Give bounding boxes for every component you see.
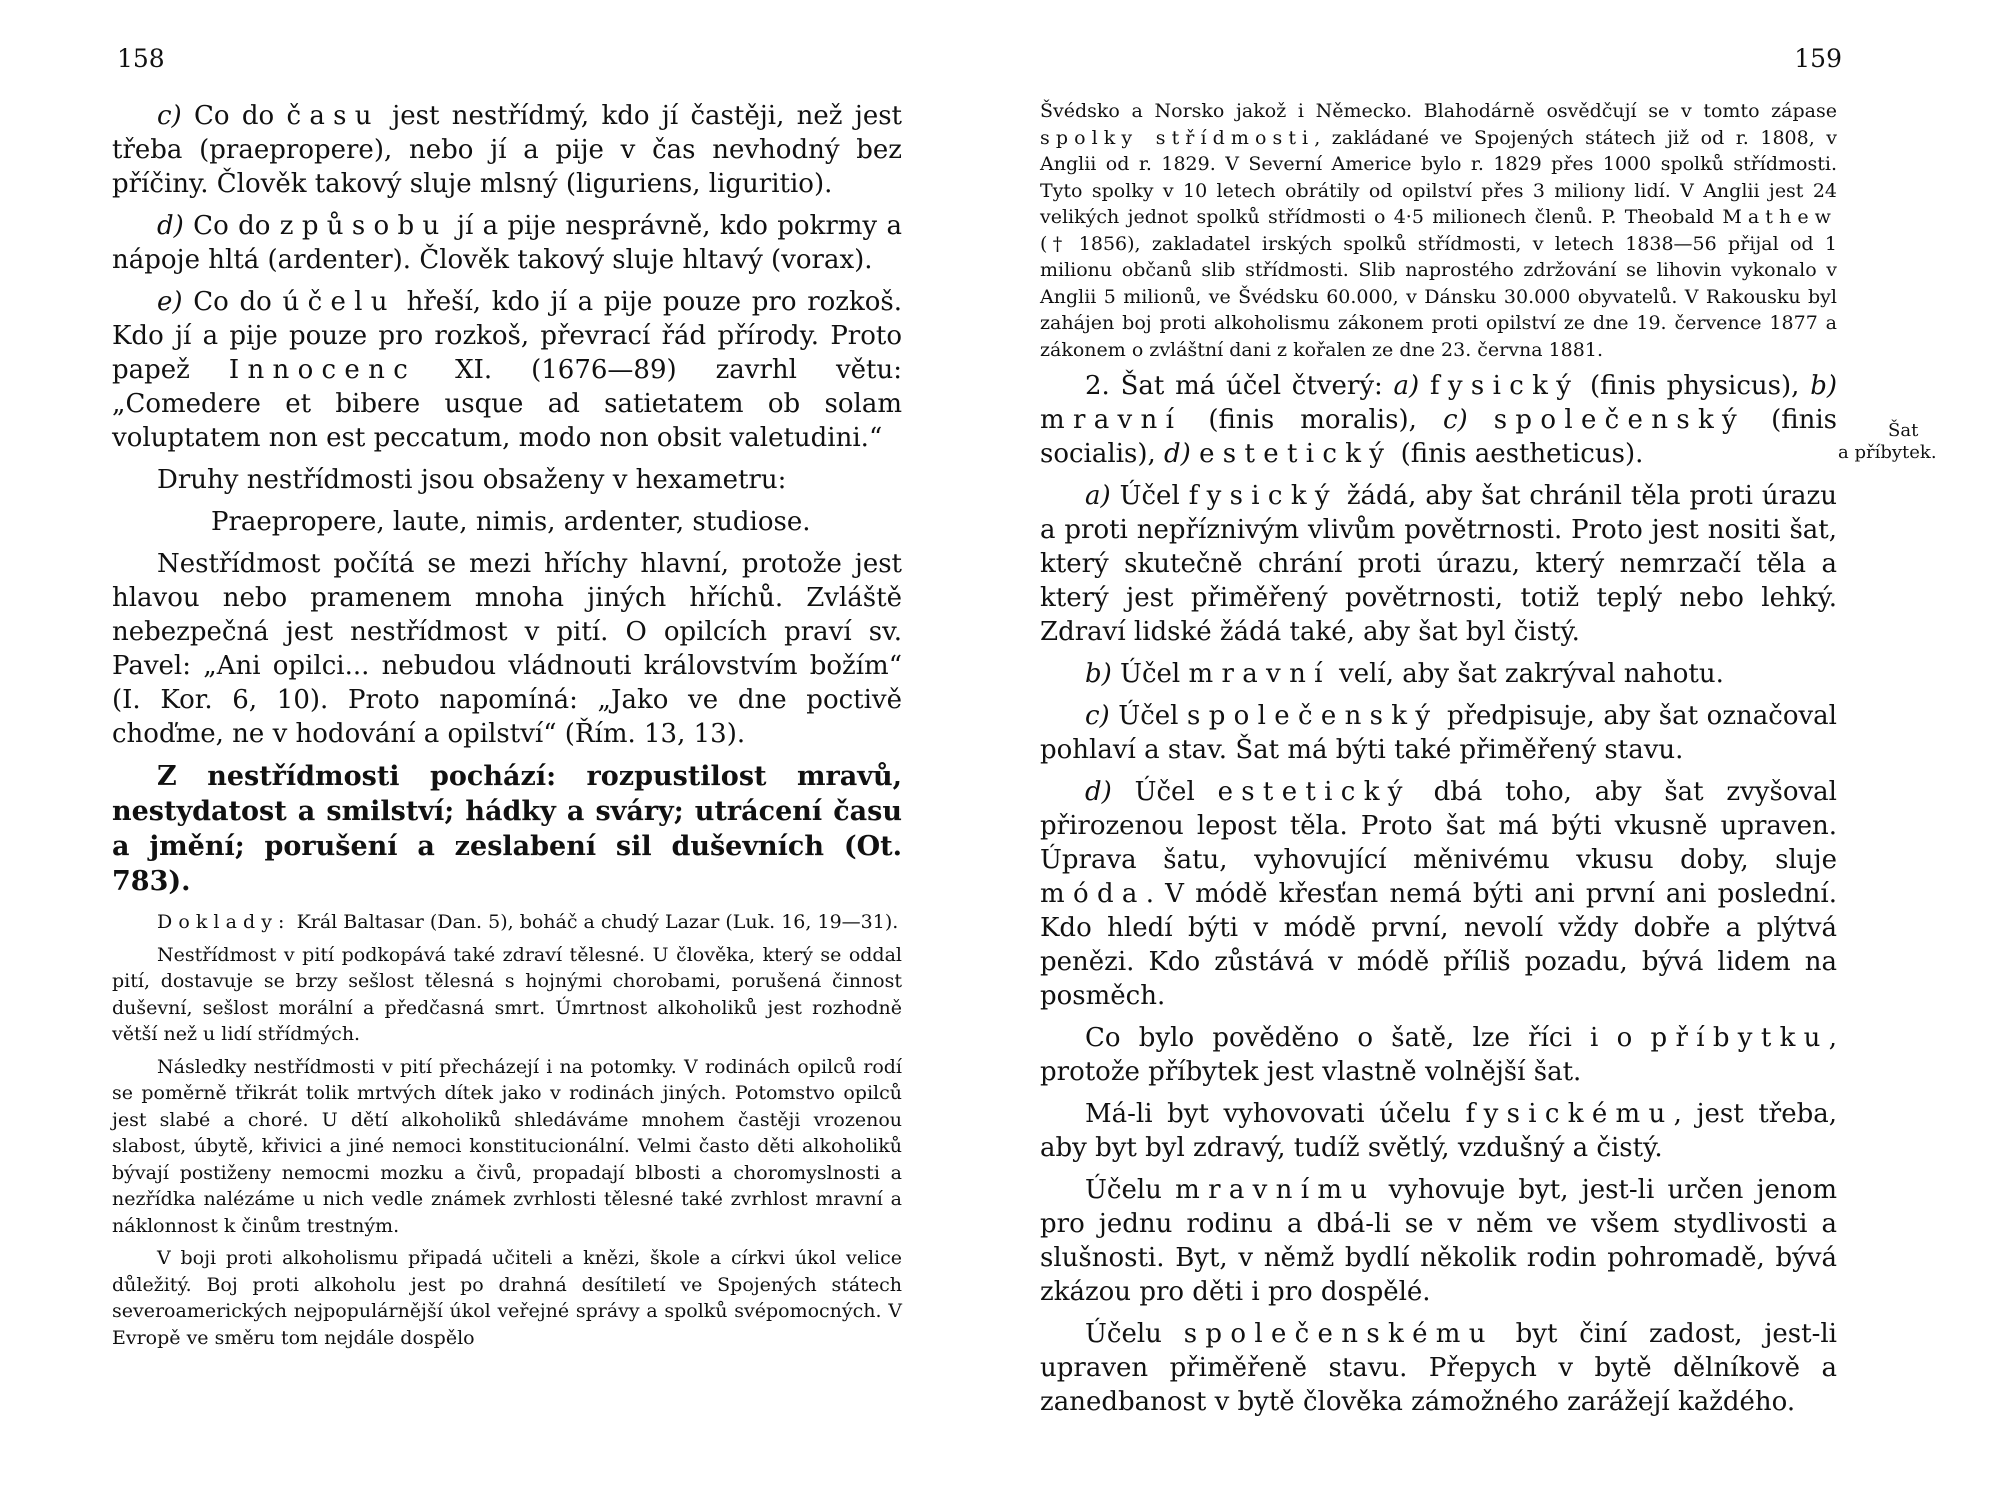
page-number-left: 158 — [117, 44, 165, 73]
paragraph — [1040, 1317, 1837, 1419]
text-run: Účel — [1111, 777, 1218, 807]
spaced-emphasis: společenský — [1493, 405, 1746, 435]
text-run: Praepropere, laute, nimis, ardenter, studiose. — [211, 507, 811, 537]
text-run: , zakládané ve Spojených státech již od r. 1808, v Anglii od r. 1829. V Severní Americe bylo r. 1829 přes 1000 spolků střídmosti. Tyto spolky v 10 letech obrátily od opilství přes 3 miliony lidí. V Anglii jest 24 velikých jednot spolků střídmosti o 4·5 milionech členů. P. Theobald — [1040, 126, 1838, 228]
paragraph — [1040, 369, 1837, 471]
text-run: (finis moralis), — [1182, 405, 1443, 435]
spaced-emphasis: mravní — [1188, 659, 1331, 689]
text-run: (finis aestheticus). — [1392, 439, 1644, 469]
paragraph — [1040, 479, 1837, 649]
item-letter: c) — [1085, 701, 1110, 731]
item-letter: a) — [1085, 481, 1111, 511]
spaced-emphasis: spolky střídmosti — [1040, 126, 1315, 149]
paragraph — [112, 99, 902, 201]
text-run: Z nestřídmosti pochází: rozpustilost mravů, nestydatost a smilství; hádky a sváry; utrácení času a jmění; porušení a zeslabení sil duševních (Ot. 783). — [112, 761, 902, 897]
item-letter: d) — [157, 211, 184, 241]
text-run: žádá, aby šat chránil těla proti úrazu a proti nepříznivým vlivům povětrnosti. Proto jest nositi šat, který skutečně chrání proti úrazu, který nemrzačí těla a který jest přiměřený povětrnosti, totiž teplý nebo lehký. Zdraví lidské žádá také, aby šat byl čistý. — [1040, 481, 1837, 647]
text-run — [1419, 371, 1430, 401]
text-run: Švédsko a Norsko jakož i Německo. Blahodárně osvědčují se v tomto zápase — [1040, 100, 1837, 122]
text-run: Účelu — [1085, 1175, 1176, 1205]
text-run: velí, aby šat zakrýval nahotu. — [1330, 659, 1724, 689]
margin-note-line-1: Šat — [1888, 420, 1919, 441]
small-paragraph — [1040, 98, 1837, 363]
spaced-emphasis: fysickému — [1465, 1099, 1674, 1129]
small-paragraph — [112, 909, 902, 936]
paragraph — [1040, 1173, 1837, 1309]
spaced-emphasis: mravní — [1040, 405, 1183, 435]
spaced-emphasis: času — [286, 101, 380, 131]
text-run: předpisuje, aby šat označoval pohlaví a stav. Šat má býti také přiměřený stavu. — [1040, 701, 1837, 765]
text-run: Nestřídmost počítá se mezi hříchy hlavní, protože jest hlavou nebo pramenem mnoha jiných hříchů. Zvláště nebezpečná jest nestřídmost v pití. O opilcích praví sv. Pavel: „Ani opilci... nebudou vládnouti královstvím božím“ (I. Kor. 6, 10). Proto napomíná: „Jako ve dne poctivě choďme, ne v hodování a opilství“ (Řím. 13, 13). — [112, 549, 902, 749]
text-run: (finis socialis), — [1040, 405, 1838, 469]
paragraph — [112, 463, 902, 497]
text-run: dbá toho, aby šat zvyšoval přirozenou lepost těla. Proto šat má býti vkusně upraven. Úprava šatu, vyhovující měnivému vkusu doby, sluje — [1040, 777, 1837, 875]
spaced-emphasis: Mathew — [1722, 206, 1837, 228]
left-page-text — [112, 99, 902, 1357]
page-number-right: 159 — [1794, 44, 1842, 73]
spaced-emphasis: Doklady: — [157, 911, 291, 933]
text-run: byt činí zadost, jest-li upraven přiměřeně stavu. Přepych v bytě dělníkově a zanedbanost v bytě člověka zámožného zarážejí každého. — [1040, 1319, 1837, 1417]
item-letter: a) — [1393, 371, 1420, 401]
right-page-text — [1040, 98, 1837, 1427]
spaced-emphasis: společenskému — [1183, 1319, 1494, 1349]
text-run: jest nestřídmý, kdo jí častěji, než jest třeba (praepropere), nebo jí a pije v čas nevhodný bez příčiny. Člověk takový sluje mlsný (liguriens, liguritio). — [112, 101, 902, 199]
text-run: († 1856), zakladatel irských spolků střídmosti, v letech 1838—56 přijal od 1 milionu občanů slib střídmosti. Slib naprostého zdržování se lihovin vykonalo v Anglii 5 milionů, ve Švédsku 60.000, v Dánsku 30.000 obyvatelů. V Rakousku byl zahájen boj proti alkoholismu zákonem proti opilství ze dne 19. července 1877 a zákonem o zvláštní dani z kořalen ze dne 23. června 1881. — [1040, 232, 1837, 361]
margin-note — [1838, 420, 1978, 464]
text-run: , protože příbytek jest vlastně volnější šat. — [1040, 1023, 1837, 1087]
paragraph — [1040, 657, 1837, 691]
text-run: jí a pije nesprávně, kdo pokrmy a nápoje hltá (ardenter). Člověk takový sluje hltavý (vorax). — [112, 211, 902, 275]
text-run: . V módě křesťan nemá býti ani první ani poslední. Kdo hledí býti v módě první, nevolí vždy dobře a plýtvá penězi. Kdo zůstává v módě příliš pozadu, bývá lidem na posměch. — [1040, 879, 1837, 1011]
paragraph — [112, 505, 902, 539]
text-run: , jest třeba, aby byt byl zdravý, tudíž světlý, vzdušný a čistý. — [1040, 1099, 1837, 1163]
small-paragraph — [112, 1054, 902, 1240]
spaced-emphasis: příbytku — [1650, 1023, 1829, 1053]
text-run: Co do — [182, 287, 283, 317]
paragraph — [1040, 775, 1837, 1013]
spaced-emphasis: mravnímu — [1175, 1175, 1376, 1205]
item-letter: d) — [1085, 777, 1112, 807]
paragraph — [112, 209, 902, 277]
spaced-emphasis: Innocenc — [228, 355, 417, 385]
text-run: hřeší, kdo jí a pije pouze pro rozkoš. Kdo jí a pije pouze pro rozkoš, převrací řád přírody. Proto papež — [112, 287, 902, 385]
text-run: Následky nestřídmosti v pití přecházejí i na potomky. V rodinách opilců rodí se poměrně třikrát tolik mrtvých dítek jako v rodinách jiných. Potomstvo opilců jest slabé a choré. U dětí alkoholiků shledáváme mnohem častěji vrozenou slabost, úbytě, křivici a jiné nemoci konstitucionální. Velmi často děti alkoholiků bývají postiženy nemocmi mozku a čivů, propadají blbosti a choromyslnosti a nezřídka nalézáme u nich vedle známek zvrhlosti tělesné také zvrhlost mravní a náklonnost k činům trestným. — [112, 1055, 902, 1237]
spaced-emphasis: společenský — [1187, 701, 1439, 731]
spaced-emphasis: fysický — [1429, 371, 1580, 401]
item-letter: e) — [157, 287, 183, 317]
text-run: vyhovuje byt, jest-li určen jenom pro jednu rodinu a dbá-li se v něm ve všem stydlivosti a slušnosti. Byt, v němž bydlí několik rodin pohromadě, bývá zkázou pro děti i pro dospělé. — [1040, 1175, 1837, 1307]
text-run: Účelu — [1085, 1319, 1184, 1349]
text-run: XI. (1676—89) zavrhl větu: „Comedere et bibere usque ad satietatem ob solam voluptatem non est peccatum, modo non obsit valetudini.“ — [112, 355, 902, 453]
paragraph — [112, 285, 902, 455]
spaced-emphasis: způsobu — [279, 211, 448, 241]
small-paragraph — [112, 942, 902, 1048]
item-letter: c) — [157, 101, 182, 131]
text-run: Král Baltasar (Dan. 5), boháč a chudý Lazar (Luk. 16, 19—31). — [290, 911, 899, 933]
text-run: (finis physicus), — [1579, 371, 1811, 401]
text-run: Má-li byt vyhovovati účelu — [1085, 1099, 1466, 1129]
bold-paragraph — [112, 759, 902, 899]
text-run: Co do — [181, 101, 287, 131]
item-letter: d) — [1164, 439, 1191, 469]
spaced-emphasis: fysický — [1188, 481, 1338, 511]
text-run: 2. Šat má účel čtverý: — [1085, 371, 1394, 401]
text-run: Nestřídmost v pití podkopává také zdraví tělesné. U člověka, který se oddal pití, dostavuje se brzy sešlost tělesná s hojnými chorobami, porušená činnost duševní, sešlost morální a předčasná smrt. Úmrtnost alkoholiků jest rozhodně větší než u lidí střídmých. — [112, 943, 902, 1045]
spaced-emphasis: estetický — [1199, 439, 1393, 469]
text-run: Účel — [1110, 481, 1189, 511]
item-letter: c) — [1442, 405, 1468, 435]
paragraph — [112, 547, 902, 751]
text-run: Co do — [183, 211, 280, 241]
text-run: Co bylo pověděno o šatě, lze říci i o — [1085, 1023, 1651, 1053]
text-run — [1468, 405, 1494, 435]
spaced-emphasis: účelu — [282, 287, 396, 317]
paragraph — [1040, 1021, 1837, 1089]
item-letter: b) — [1810, 371, 1837, 401]
item-letter: b) — [1085, 659, 1112, 689]
paragraph — [1040, 699, 1837, 767]
margin-note-line-2: a příbytek. — [1838, 442, 1937, 463]
text-run: V boji proti alkoholismu připadá učiteli a knězi, škole a církvi úkol velice důležitý. Boj proti alkoholu jest po drahná desítiletí ve Spojených státech severoamerických nejpopulárnější úkol veřejné správy a spolků svépomocných. V Evropě ve směru tom nejdále dospělo — [112, 1247, 902, 1349]
small-paragraph — [112, 1245, 902, 1351]
paragraph — [1040, 1097, 1837, 1165]
text-run — [1191, 439, 1199, 469]
text-run: Druhy nestřídmosti jsou obsaženy v hexametru: — [157, 465, 787, 495]
spaced-emphasis: estetický — [1217, 777, 1411, 807]
text-run: Účel — [1109, 701, 1188, 731]
text-run: Účel — [1111, 659, 1189, 689]
spaced-emphasis: móda — [1040, 879, 1146, 909]
